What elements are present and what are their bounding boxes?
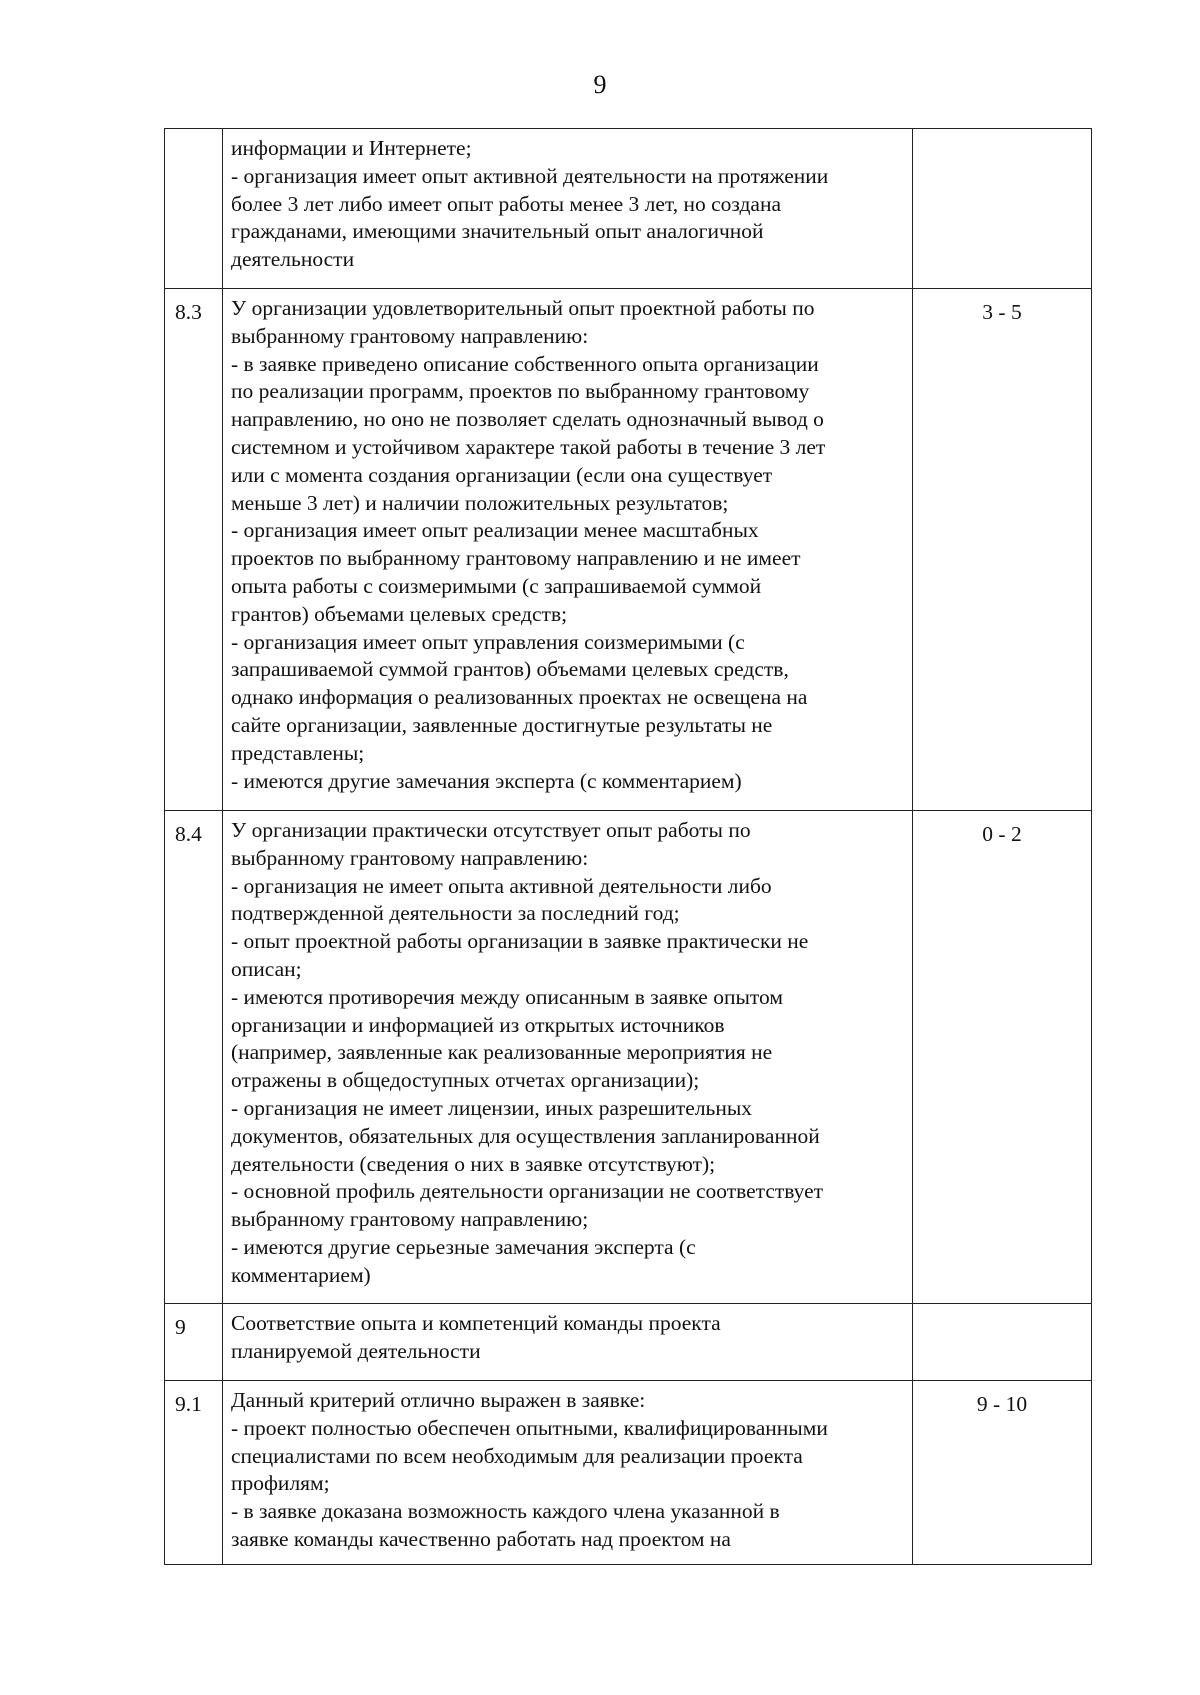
criterion-number: 9 (165, 1304, 223, 1381)
description-line: системном и устойчивом характере такой работы в течение 3 лет (231, 434, 826, 459)
criterion-description (223, 811, 913, 1304)
description-line: запрашиваемой суммой грантов) объемами целевых средств, (231, 657, 789, 682)
description-line: У организации удовлетворительный опыт проектной работы по (231, 296, 815, 320)
criterion-score: 9 - 10 (913, 1381, 1092, 1565)
criteria-table-body (165, 129, 1092, 1565)
description-line: гражданами, имеющими значительный опыт аналогичной (231, 219, 764, 244)
description-line: сайте организации, заявленные достигнутые результаты не (231, 712, 773, 737)
description-line: выбранному грантовому направлению; (231, 1207, 589, 1232)
table-row (165, 811, 1092, 1304)
description-line: заявке команды качественно работать над проектом на (231, 1526, 731, 1551)
table-row (165, 129, 1092, 289)
criterion-number: 9.1 (165, 1381, 223, 1565)
description-line: выбранному грантовому направлению: (231, 845, 589, 870)
description-line: - организация не имеет лицензии, иных разрешительных (231, 1095, 753, 1120)
description-line: грантов) объемами целевых средств; (231, 601, 568, 626)
description-line: организации и информацией из открытых источников (231, 1012, 725, 1037)
description-line: описан; (231, 956, 302, 981)
criterion-score: 3 - 5 (913, 289, 1092, 811)
description-line: подтвержденной деятельности за последний год; (231, 901, 680, 926)
description-line: У организации практически отсутствует опыт работы по (231, 818, 751, 842)
table-row (165, 1381, 1092, 1565)
description-line: информации и Интернете; (231, 136, 472, 160)
table-row (165, 1304, 1092, 1381)
description-line: - имеются другие замечания эксперта (с комментарием) (231, 768, 742, 793)
criterion-description (223, 129, 913, 289)
description-line: или с момента создания организации (если она существует (231, 462, 773, 487)
criterion-number: 8.3 (165, 289, 223, 811)
description-line: выбранному грантовому направлению: (231, 323, 589, 348)
description-line: Данный критерий отлично выражен в заявке: (231, 1388, 646, 1412)
description-line: - организация имеет опыт управления соизмеримыми (с (231, 629, 745, 654)
description-line: Соответствие опыта и компетенций команды проекта (231, 1311, 721, 1335)
description-line: комментарием) (231, 1262, 371, 1287)
description-line: профилям; (231, 1471, 330, 1496)
table-row (165, 289, 1092, 811)
description-line: - организация имеет опыт активной деятельности на протяжении (231, 163, 829, 188)
description-line: отражены в общедоступных отчетах организации); (231, 1068, 700, 1093)
description-line: по реализации программ, проектов по выбранному грантовому (231, 379, 810, 404)
description-line: деятельности (сведения о них в заявке отсутствуют); (231, 1151, 716, 1176)
criterion-description (223, 1304, 913, 1381)
page-number: 9 (593, 70, 607, 99)
description-line: (например, заявленные как реализованные мероприятия не (231, 1040, 773, 1065)
description-line: - основной профиль деятельности организации не соответствует (231, 1179, 824, 1204)
description-line: планируемой деятельности (231, 1338, 481, 1363)
description-line: - в заявке приведено описание собственного опыта организации (231, 351, 819, 376)
criterion-score (913, 129, 1092, 289)
description-line: опыта работы с соизмеримыми (с запрашиваемой суммой (231, 573, 762, 598)
description-line: - имеются другие серьезные замечания эксперта (с (231, 1234, 696, 1259)
criteria-table (164, 128, 1092, 1565)
description-line: - опыт проектной работы организации в заявке практически не (231, 929, 809, 954)
description-line: деятельности (231, 247, 355, 272)
description-line: - организация не имеет опыта активной деятельности либо (231, 873, 772, 898)
description-line: проектов по выбранному грантовому направлению и не имеет (231, 546, 801, 571)
description-line: представлены; (231, 740, 365, 765)
criterion-description (223, 289, 913, 811)
description-line: - организация имеет опыт реализации менее масштабных (231, 518, 759, 543)
criterion-description (223, 1381, 913, 1565)
description-line: - имеются противоречия между описанным в заявке опытом (231, 984, 783, 1009)
description-line: однако информация о реализованных проектах не освещена на (231, 685, 808, 710)
description-line: направлению, но оно не позволяет сделать однозначный вывод о (231, 407, 824, 432)
criterion-number (165, 129, 223, 289)
criterion-number: 8.4 (165, 811, 223, 1304)
description-line: специалистами по всем необходимым для реализации проекта (231, 1443, 803, 1468)
description-line: более 3 лет либо имеет опыт работы менее 3 лет, но создана (231, 191, 782, 216)
criterion-score (913, 1304, 1092, 1381)
description-line: документов, обязательных для осуществления запланированной (231, 1123, 820, 1148)
description-line: - проект полностью обеспечен опытными, квалифицированными (231, 1415, 828, 1440)
criterion-score: 0 - 2 (913, 811, 1092, 1304)
description-line: - в заявке доказана возможность каждого члена указанной в (231, 1499, 780, 1524)
description-line: меньше 3 лет) и наличии положительных результатов; (231, 490, 729, 515)
